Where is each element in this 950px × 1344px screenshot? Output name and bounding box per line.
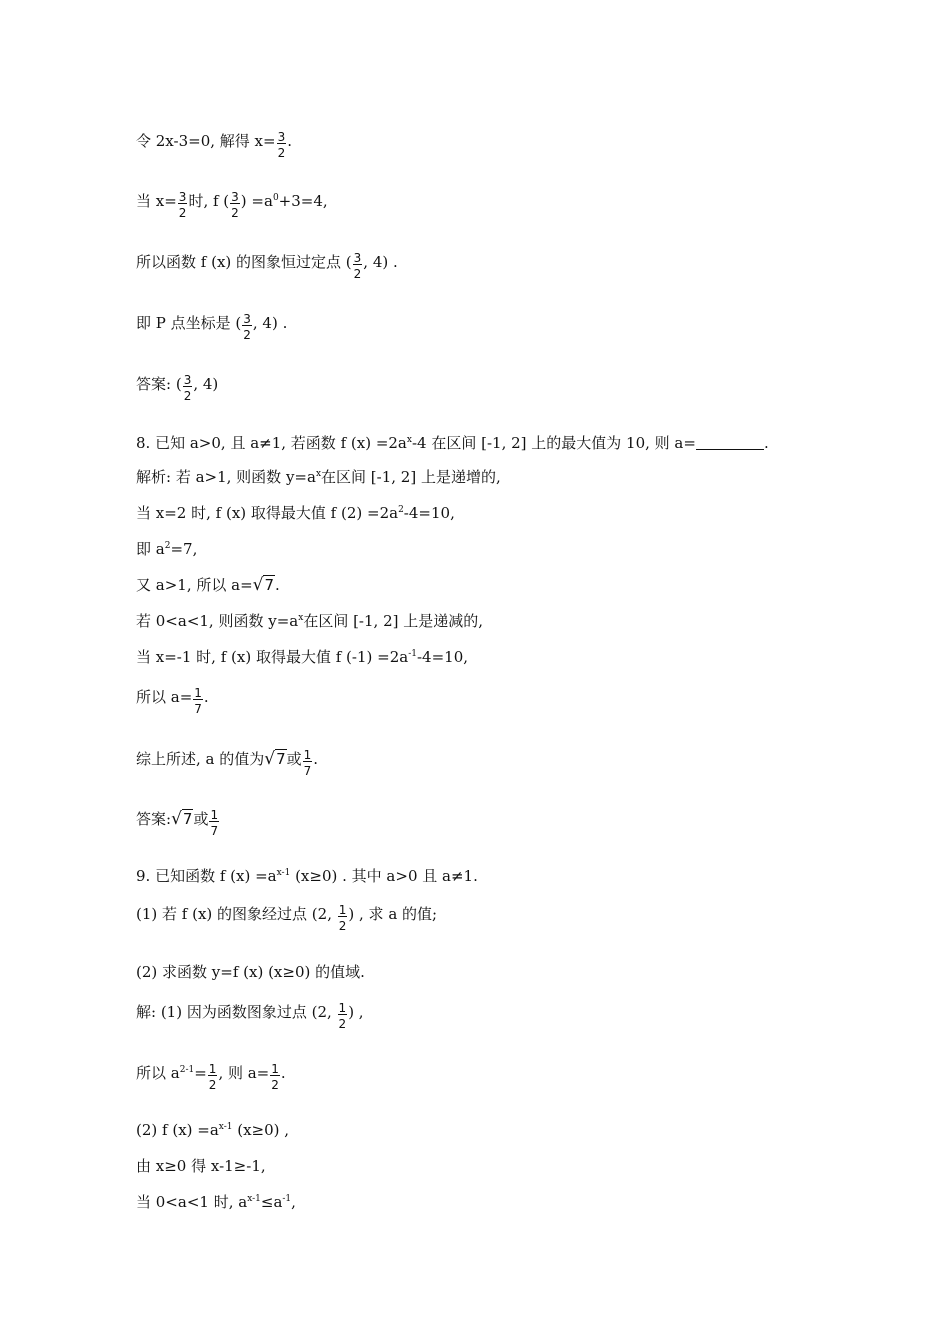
superscript: 2	[398, 505, 404, 515]
text: , 4)	[193, 375, 219, 393]
text: .	[280, 1064, 286, 1082]
text: 9. 已知函数 f (x) =a	[136, 867, 277, 885]
text: .	[275, 576, 280, 594]
text: 8. 已知 a>0, 且 a≠1, 若函数 f (x) =2a	[136, 434, 407, 452]
text: 时, f (	[188, 192, 230, 210]
line-analysis-increasing	[136, 467, 501, 487]
text: ≤a	[260, 1193, 283, 1211]
line-a-sqrt7	[136, 575, 280, 595]
text: 由 x≥0 得 x-1≥-1,	[136, 1157, 266, 1175]
text: 解析: 若 a>1, 则函数 y=a	[136, 468, 316, 486]
square-root: √7	[264, 749, 286, 769]
text: (2) 求函数 y=f (x) (x≥0) 的值域.	[136, 963, 365, 981]
square-root: √7	[171, 809, 193, 829]
text: 在区间 [-1, 2] 上是递减的,	[303, 612, 484, 630]
superscript: x-1	[218, 1122, 233, 1132]
fraction-denominator: 2	[242, 325, 252, 341]
fraction-numerator: 3	[353, 251, 362, 265]
text: ) =a	[240, 192, 273, 210]
fraction-numerator: 1	[338, 903, 347, 917]
text: 解: (1) 因为函数图象过点 (2,	[136, 1003, 337, 1021]
radicand: 7	[276, 750, 286, 768]
fraction	[230, 191, 240, 219]
text: ) , 求 a 的值;	[348, 905, 438, 923]
fraction	[270, 1063, 280, 1091]
fraction-numerator: 1	[271, 1062, 279, 1076]
text: 在区间 [-1, 2] 上是递增的,	[321, 468, 501, 486]
text: .	[287, 132, 292, 150]
line-solution-x-range	[136, 1156, 266, 1176]
fraction	[193, 687, 203, 715]
fraction	[338, 1002, 348, 1030]
fraction	[303, 749, 313, 777]
fraction	[208, 1063, 218, 1091]
fraction-numerator: 1	[208, 1062, 217, 1076]
fraction-denominator: 7	[209, 821, 219, 837]
text: , 则 a=	[218, 1064, 270, 1082]
text: 或	[286, 750, 302, 768]
superscript: -1	[282, 1194, 292, 1204]
square-root: √7	[252, 575, 275, 595]
text: ,	[291, 1193, 296, 1211]
text: -4 在区间 [-1, 2] 上的最大值为 10, 则 a=	[411, 434, 696, 452]
fraction-denominator: 2	[183, 386, 193, 402]
superscript: x-1	[247, 1194, 261, 1204]
text: -4=10,	[403, 504, 455, 522]
text: =	[194, 1064, 207, 1082]
fraction-denominator: 2	[270, 1075, 280, 1091]
fraction-denominator: 2	[178, 203, 188, 219]
fraction-numerator: 1	[194, 686, 202, 700]
line-question-9-part2	[136, 962, 365, 982]
superscript: x	[406, 435, 412, 445]
fraction-numerator: 1	[338, 1001, 347, 1015]
line-solution-2	[136, 1120, 289, 1140]
superscript: 2	[164, 541, 171, 551]
fraction	[178, 191, 188, 219]
line-max-at-neg1	[136, 647, 468, 667]
line-summary	[136, 749, 318, 777]
fraction-numerator: 3	[183, 373, 192, 387]
text: 或	[193, 810, 209, 828]
fraction	[242, 313, 252, 341]
text: =7,	[170, 540, 198, 558]
fraction	[353, 252, 363, 280]
line-solution-a-value	[136, 1063, 286, 1091]
line-question-9-part1	[136, 904, 437, 932]
line-solution-case	[136, 1192, 296, 1212]
fraction-denominator: 2	[353, 264, 363, 280]
fraction	[338, 904, 348, 932]
fraction-numerator: 3	[277, 130, 286, 144]
superscript: x	[298, 613, 304, 623]
superscript: 2-1	[179, 1065, 195, 1075]
fraction-denominator: 7	[303, 761, 313, 777]
line-answer-8	[136, 809, 220, 837]
fraction-numerator: 1	[303, 748, 312, 762]
line-evaluate-f	[136, 191, 328, 219]
line-point-p	[136, 313, 287, 341]
text: 答案: (	[136, 375, 182, 393]
fraction-numerator: 3	[178, 190, 187, 204]
fraction-denominator: 2	[230, 203, 240, 219]
text: 即 P 点坐标是 (	[136, 314, 242, 332]
text: -4=10,	[416, 648, 469, 666]
fraction-denominator: 2	[208, 1075, 218, 1091]
line-question-9	[136, 866, 478, 886]
text: ) ,	[348, 1003, 364, 1021]
superscript: x	[315, 469, 322, 479]
text: 当 0<a<1 时, a	[136, 1193, 248, 1211]
text: 令 2x-3=0, 解得 x=	[136, 132, 276, 150]
line-a-squared	[136, 539, 197, 559]
text: 所以 a=	[136, 688, 193, 706]
text: .	[763, 434, 769, 452]
radicand: 7	[264, 576, 275, 594]
superscript: -1	[408, 649, 417, 659]
fraction-denominator: 7	[193, 699, 203, 715]
text: 即 a	[136, 540, 165, 558]
fraction-denominator: 2	[277, 143, 287, 159]
text: (x≥0) . 其中 a>0 且 a≠1.	[290, 867, 478, 885]
text: (x≥0) ,	[232, 1121, 290, 1139]
text: 又 a>1, 所以 a=	[136, 576, 253, 594]
fraction	[209, 809, 219, 837]
text: 答案:	[136, 810, 172, 828]
superscript: x-1	[276, 868, 291, 878]
text: .	[203, 688, 209, 706]
fraction	[183, 374, 193, 402]
radicand: 7	[182, 810, 193, 828]
text: (2) f (x) =a	[136, 1121, 219, 1139]
line-max-at-2	[136, 503, 455, 523]
fraction-numerator: 3	[231, 190, 239, 204]
text: 所以 a	[136, 1064, 180, 1082]
line-solve-x	[136, 131, 292, 159]
line-answer-7	[136, 374, 218, 402]
text: 若 0<a<1, 则函数 y=a	[136, 612, 299, 630]
fraction-denominator: 2	[338, 916, 348, 932]
superscript: 0	[272, 193, 279, 203]
fraction-numerator: 1	[210, 808, 219, 822]
line-analysis-decreasing	[136, 611, 483, 631]
text: .	[313, 750, 319, 768]
fraction-denominator: 2	[338, 1014, 348, 1030]
text: , 4) .	[252, 314, 288, 332]
text: 当 x=	[136, 192, 177, 210]
answer-blank	[696, 435, 764, 450]
text: , 4) .	[363, 253, 398, 271]
line-question-8	[136, 433, 769, 453]
text: 综上所述, a 的值为	[136, 750, 265, 768]
line-fixed-point	[136, 252, 398, 280]
fraction-numerator: 3	[243, 312, 251, 326]
line-solution-1	[136, 1002, 364, 1030]
text: (1) 若 f (x) 的图象经过点 (2,	[136, 905, 337, 923]
text: 所以函数 f (x) 的图象恒过定点 (	[136, 253, 352, 271]
text: 当 x=-1 时, f (x) 取得最大值 f (-1) =2a	[136, 648, 409, 666]
line-a-one-seventh	[136, 687, 209, 715]
text: +3=4,	[278, 192, 328, 210]
text: 当 x=2 时, f (x) 取得最大值 f (2) =2a	[136, 504, 399, 522]
fraction	[277, 131, 287, 159]
